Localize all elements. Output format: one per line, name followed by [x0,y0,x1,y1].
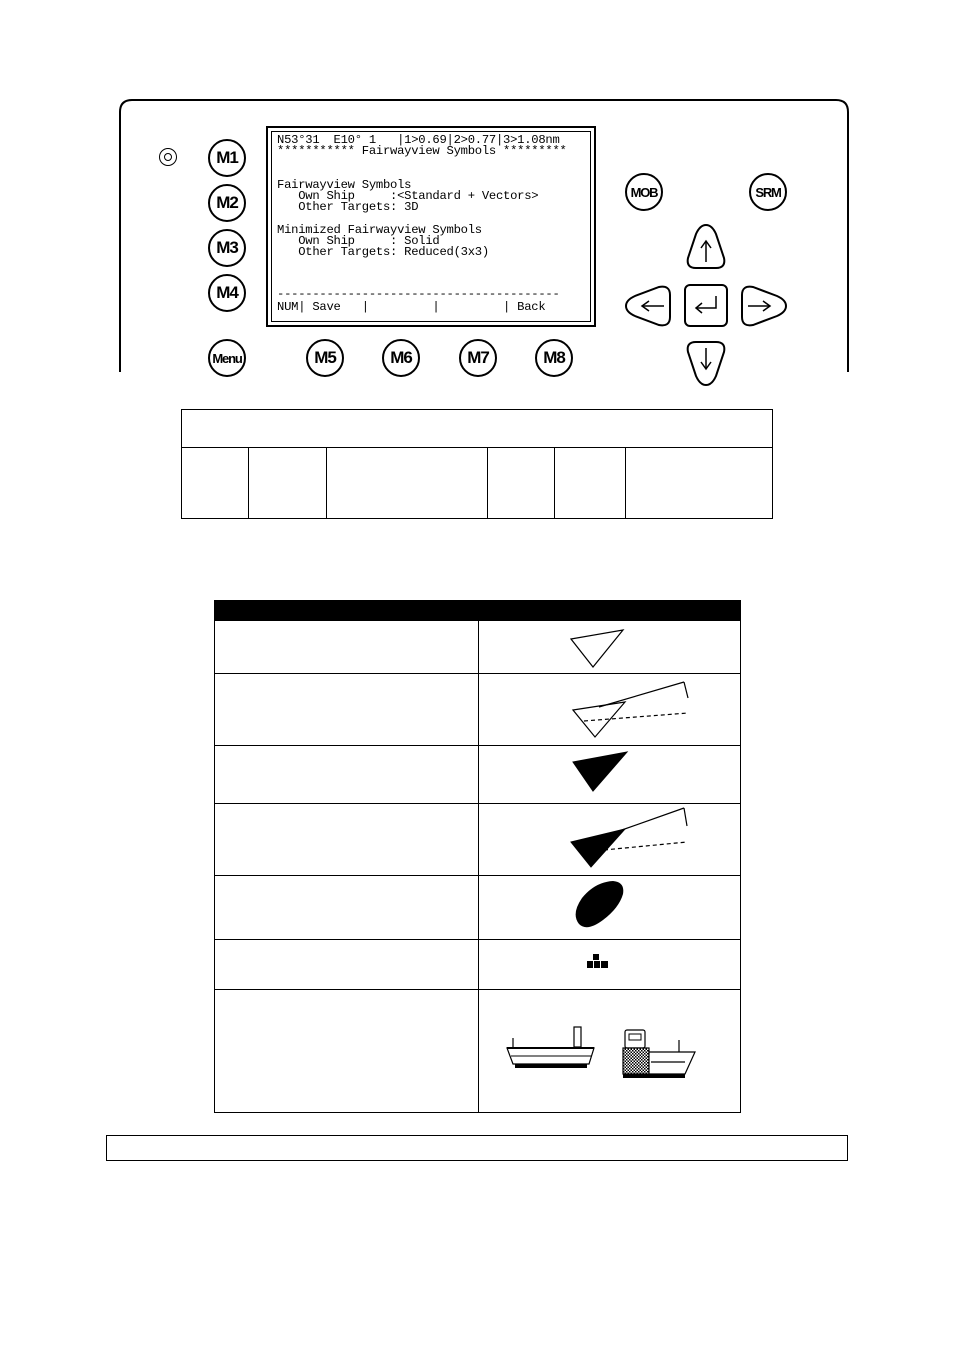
lcd-screen [266,126,596,327]
lcd-separator: ---------------------------------------- [277,287,560,301]
m4-button[interactable]: M4 [208,274,246,312]
navigation-device [0,0,954,400]
solid-ellipse-icon [479,876,741,940]
symbol-icon-cell [479,876,740,939]
lcd-section-minimized: Minimized Fairwayview Symbols [277,223,482,237]
m8-button[interactable]: M8 [535,339,573,377]
symbol-description-cell [215,674,479,745]
symbol-description-cell [215,876,479,939]
symbol-description-cell [215,804,479,875]
lcd-min-own-ship-setting[interactable]: Own Ship : Solid [277,234,440,248]
settings-table-cell [182,448,249,519]
settings-table-cell [555,448,626,519]
symbol-icon-cell [479,940,740,989]
power-led-icon [159,148,177,166]
settings-table-cell [249,448,327,519]
symbol-row-3d-ships [214,990,741,1113]
symbol-icon-cell [479,621,740,673]
lcd-page-title: *********** Fairwayview Symbols ********* [277,144,567,158]
m3-button[interactable]: M3 [208,229,246,267]
settings-table-cell [626,448,773,519]
reduced-3x3-icon [479,940,741,990]
m7-button[interactable]: M7 [459,339,497,377]
solid-triangle-icon [479,746,741,804]
symbol-description-cell [215,746,479,803]
m6-button[interactable]: M6 [382,339,420,377]
symbol-row-outline-triangle [214,621,741,674]
symbol-row-solid-triangle [214,746,741,804]
symbol-description-cell [215,940,479,989]
solid-triangle-vector-icon [479,804,741,876]
symbol-row-solid-ellipse [214,876,741,940]
settings-table [181,409,773,519]
note-box [106,1135,848,1161]
symbol-row-reduced-3x3 [214,940,741,990]
lcd-other-targets-setting[interactable]: Other Targets: 3D [277,200,419,214]
symbol-icon-cell [479,990,740,1112]
outline-triangle-vector-icon [479,674,741,746]
symbol-description-cell [215,621,479,673]
symbol-row-outline-triangle-vector [214,674,741,746]
symbol-icon-cell [479,674,740,745]
3d-ship-icon [479,990,741,1113]
3d-ship-side-view [507,1027,594,1068]
m2-button[interactable]: M2 [208,184,246,222]
symbol-icon-cell [479,804,740,875]
menu-button[interactable]: Menu [208,339,246,377]
srm-button[interactable]: SRM [749,173,787,211]
symbols-table-header [214,600,741,621]
settings-table-cell [327,448,488,519]
lcd-status-line: N53°31 E10° 1 |1>0.69|2>0.77|3>1.08nm [277,133,560,147]
symbol-row-solid-triangle-vector [214,804,741,876]
lcd-own-ship-setting[interactable]: Own Ship :<Standard + Vectors> [277,189,539,203]
settings-table-row [182,448,773,519]
m1-button[interactable]: M1 [208,139,246,177]
3d-ship-front-view [623,1030,695,1078]
settings-table-header-row [182,410,773,448]
settings-table-cell [488,448,555,519]
outline-triangle-icon [479,621,741,674]
settings-table-header-cell [182,410,773,448]
lcd-softkey-bar: NUM| Save | | | Back [277,300,546,314]
symbol-description-cell [215,990,479,1112]
mob-button[interactable]: MOB [625,173,663,211]
lcd-min-other-targets-setting[interactable]: Other Targets: Reduced(3x3) [277,245,489,259]
symbols-table [214,600,741,1113]
m5-button[interactable]: M5 [306,339,344,377]
symbol-icon-cell [479,746,740,803]
lcd-section-fairwayview: Fairwayview Symbols [277,178,412,192]
